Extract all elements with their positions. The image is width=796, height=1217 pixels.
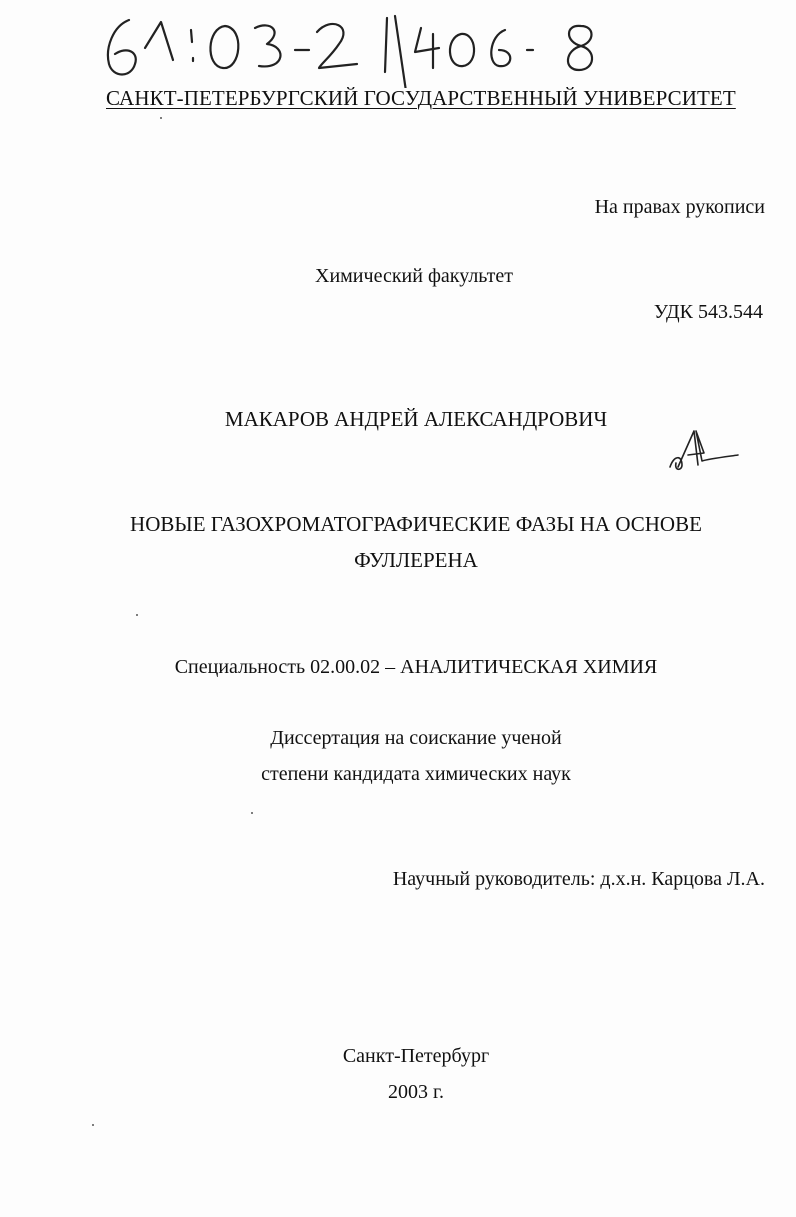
udk-code: УДК 543.544 (653, 301, 763, 323)
faculty-name: Химический факультет (315, 265, 514, 287)
handwritten-catalog-number-drawing (95, 8, 615, 88)
city: Санкт-Петербург (342, 1045, 490, 1067)
scan-speck (160, 117, 162, 119)
dissertation-title-line-1: НОВЫЕ ГАЗОХРОМАТОГРАФИЧЕСКИЕ ФАЗЫ НА ОСНОВЕ (130, 512, 702, 536)
university-name: САНКТ-ПЕТЕРБУРГСКИЙ ГОСУДАРСТВЕННЫЙ УНИВЕРСИТЕТ (106, 86, 736, 110)
scan-speck (92, 1124, 94, 1126)
dissertation-title-line-2: ФУЛЛЕРЕНА (354, 548, 478, 572)
specialty-line: Специальность 02.00.02 – АНАЛИТИЧЕСКАЯ ХИМИЯ (174, 656, 658, 678)
degree-line-1: Диссертация на соискание ученой (270, 727, 562, 749)
signature-drawing (664, 425, 744, 473)
author-name: МАКАРОВ АНДРЕЙ АЛЕКСАНДРОВИЧ (224, 407, 608, 431)
year: 2003 г. (388, 1081, 444, 1103)
scan-speck (251, 812, 253, 814)
scan-speck (136, 614, 138, 616)
handwritten-catalog-number (95, 8, 615, 88)
scientific-advisor: Научный руководитель: д.х.н. Карцова Л.А. (392, 868, 765, 890)
manuscript-rights: На правах рукописи (594, 196, 765, 218)
degree-line-2: степени кандидата химических наук (261, 763, 571, 785)
author-signature (664, 425, 744, 473)
